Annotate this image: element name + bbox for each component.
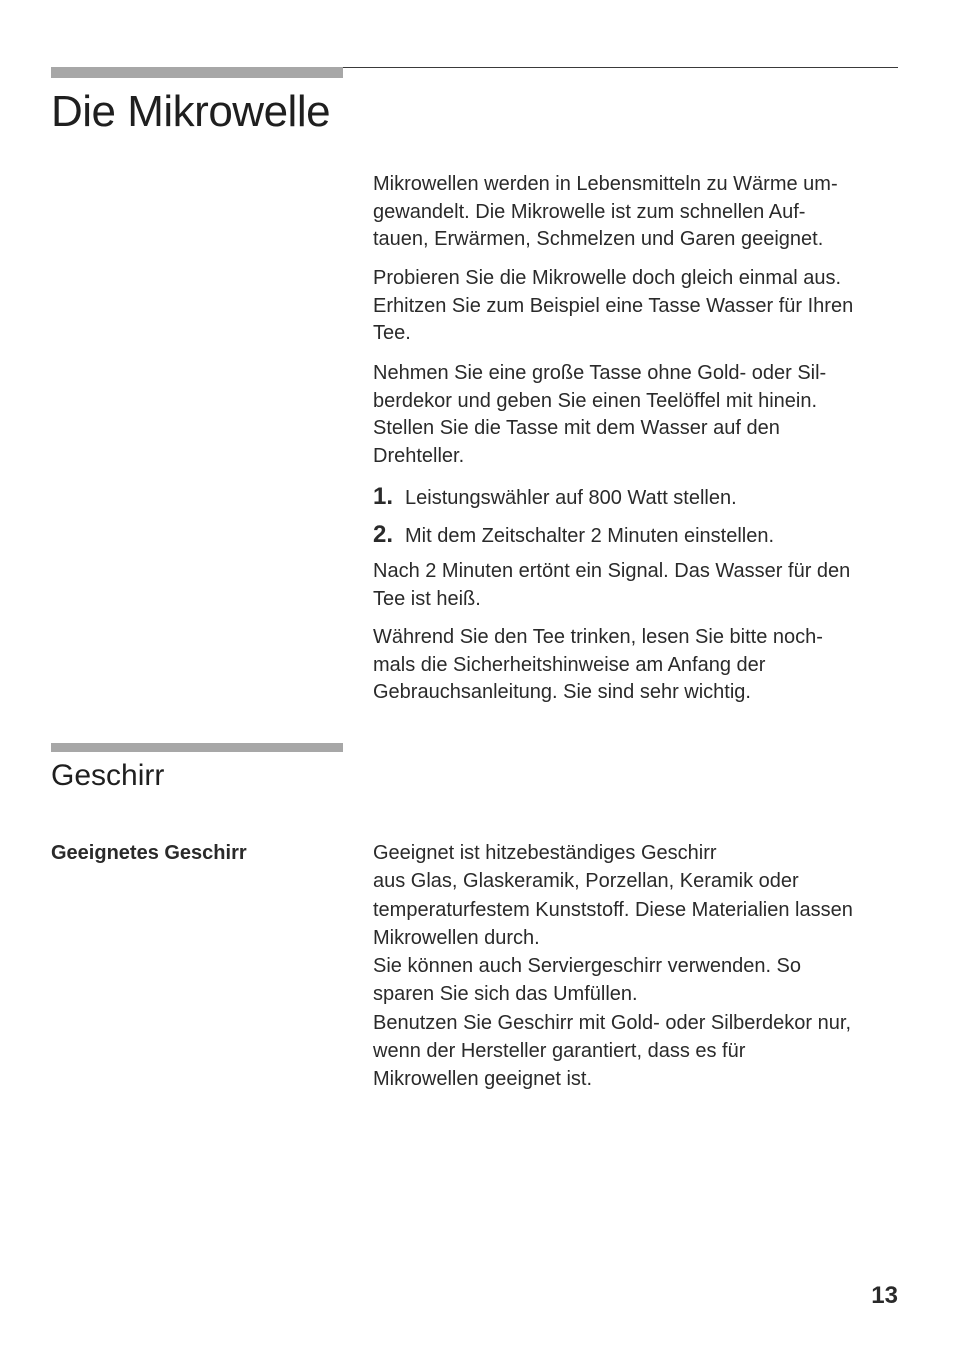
step-1 [373,483,737,512]
step-text: Mit dem Zeitschalter 2 Minuten einstellen. [405,525,775,547]
intro-text-1: Mikrowellen werden in Lebensmitteln zu Wärme um- gewandelt. Die Mikrowelle ist zum schnellen Auf- tauen, Erwärmen, Schmelzen und Garen geeignet. [373,173,838,250]
header-accent-bar [51,67,343,78]
result-paragraph [373,558,903,613]
intro-text-2: Probieren Sie die Mikrowelle doch gleich einmal aus. Erhitzen Sie zum Beispiel eine Tasse Wasser für Ihren Tee. [373,267,854,344]
page-number: 13 [871,1282,898,1309]
section-title: Geschirr [51,759,165,792]
step-text: Leistungswähler auf 800 Watt stellen. [405,487,737,509]
intro-paragraph-1 [373,171,903,254]
section-accent-bar [51,743,343,752]
step-2 [373,521,774,550]
page-title: Die Mikrowelle [51,87,331,136]
section-body-text: Geeignet ist hitzebeständiges Geschirr aus Glas, Glaskeramik, Porzellan, Keramik oder temperaturfestem Kunststoff. Diese Materialien lassen Mikrowellen durch. Sie können auch Serviergeschirr verwenden. So sparen Sie sich das Umfüllen. Benutzen Sie Geschirr mit Gold- oder Silberdekor nur, wenn der Hersteller garantiert, dass es für Mikrowellen geeignet ist. [373,842,853,1091]
intro-paragraph-3 [373,360,903,470]
step-number: 1. [373,483,394,510]
side-label: Geeignetes Geschirr [51,842,247,864]
intro-text-3: Nehmen Sie eine große Tasse ohne Gold- oder Sil- berdekor und geben Sie einen Teelöffel mit hinein. Stellen Sie die Tasse mit dem Wasser auf den Drehteller. [373,362,827,467]
step-number: 2. [373,521,394,548]
safety-text: Während Sie den Tee trinken, lesen Sie bitte noch- mals die Sicherheitshinweise am Anfang der Gebrauchsanleitung. Sie sind sehr wichtig. [373,626,823,703]
result-text: Nach 2 Minuten ertönt ein Signal. Das Wasser für den Tee ist heiß. [373,560,851,610]
safety-paragraph [373,624,903,707]
intro-paragraph-2 [373,265,903,348]
section-body [373,839,903,1094]
